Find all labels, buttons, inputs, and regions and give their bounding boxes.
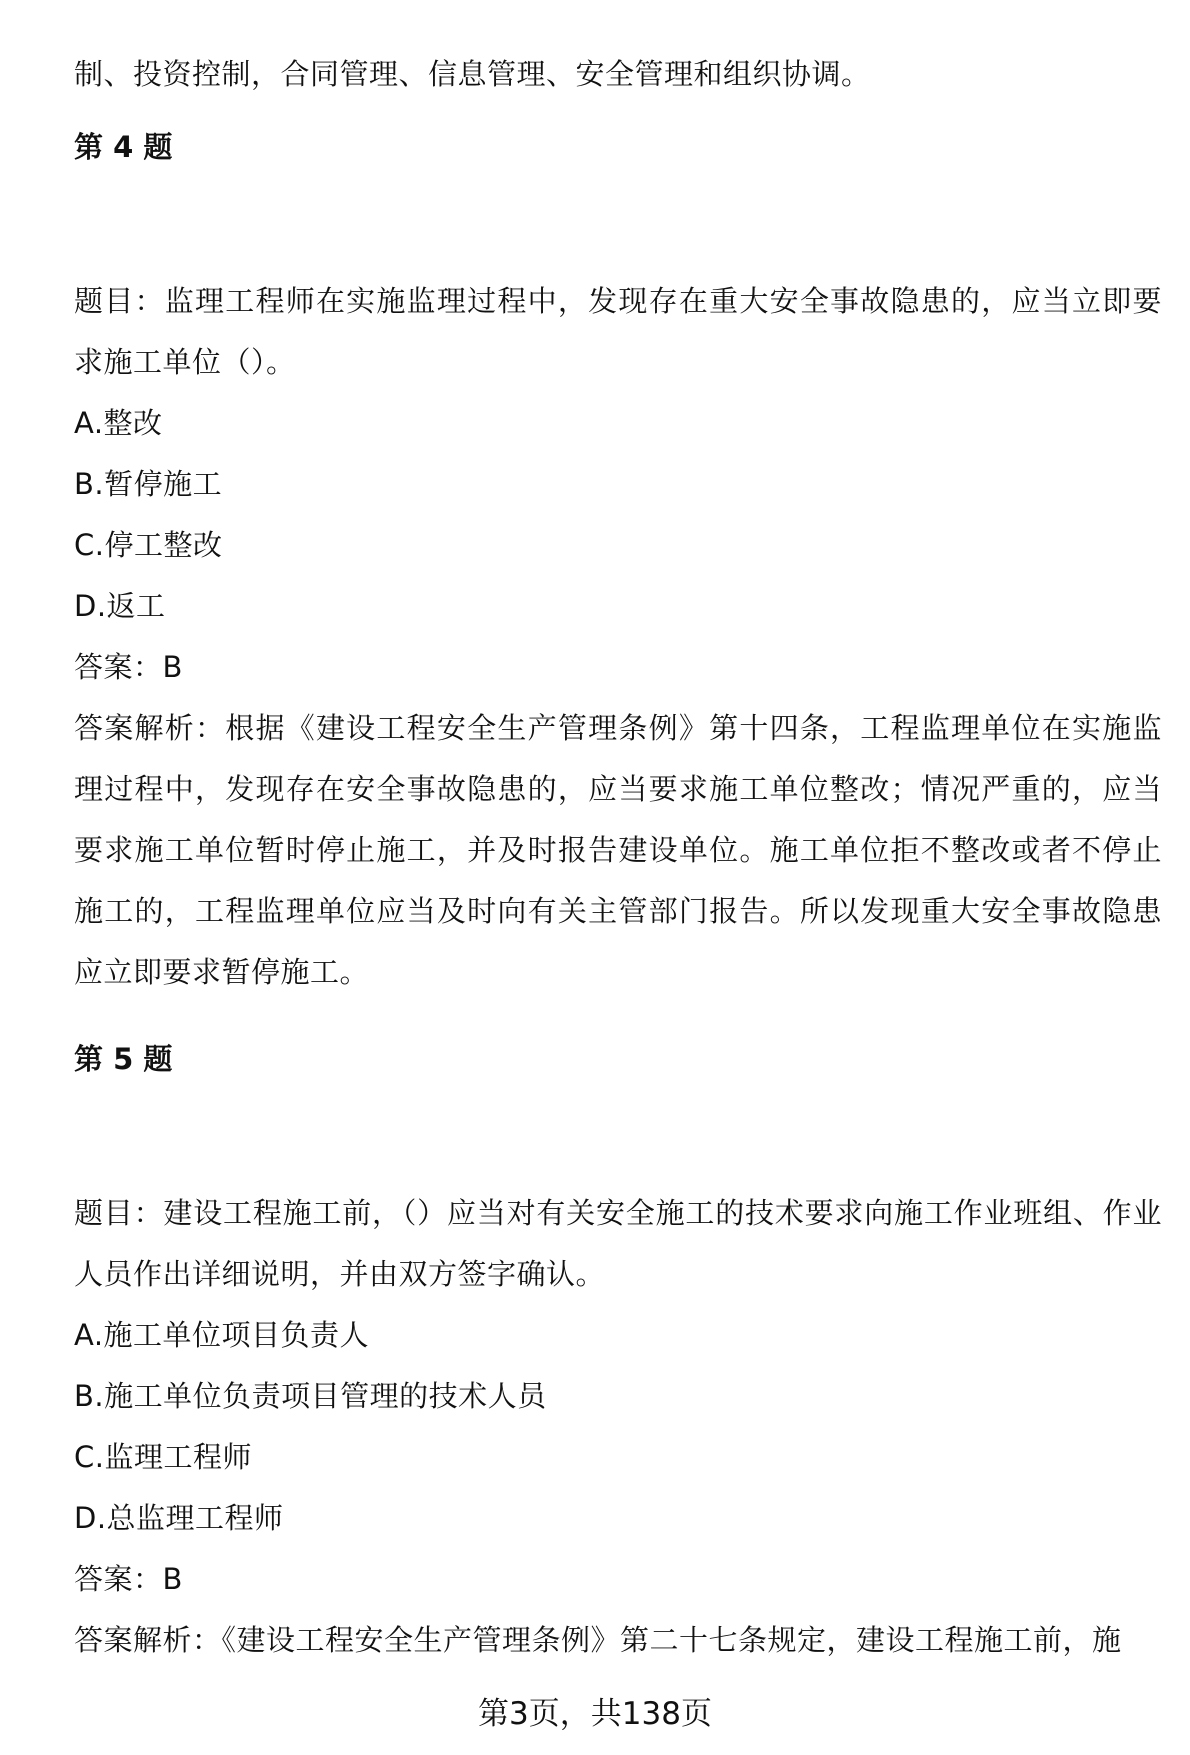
option-b: B.施工单位负责项目管理的技术人员 [74,1379,547,1413]
question-heading: 第 4 题 [74,130,173,164]
option-c: C.停工整改 [74,528,223,562]
question-stem: 题目：建设工程施工前，（）应当对有关安全施工的技术要求向施工作业班组、作业人员作出详细说明，并由双方签字确认。 [74,1196,1162,1291]
intro-text: 制、投资控制，合同管理、信息管理、安全管理和组织协调。 [74,57,871,91]
option-c: C.监理工程师 [74,1440,252,1474]
answer-analysis: 答案解析：《建设工程安全生产管理条例》第二十七条规定，建设工程施工前，施 [74,1623,1122,1657]
answer: 答案：B [74,650,183,684]
answer-analysis: 答案解析：根据《建设工程安全生产管理条例》第十四条，工程监理单位在实施监理过程中，发现存在安全事故隐患的，应当要求施工单位整改；情况严重的，应当要求施工单位暂时停止施工，并及时报告建设单位。施工单位拒不整改或者不停止施工的，工程监理单位应当及时向有关主管部门报告。所以发现重大安全事故隐患应立即要求暂停施工。 [74,711,1162,989]
option-a: A.整改 [74,406,163,440]
question-stem: 题目：监理工程师在实施监理过程中，发现存在重大安全事故隐患的，应当立即要求施工单位（）。 [74,284,1162,379]
question-4 [74,127,1162,1003]
option-a: A.施工单位项目负责人 [74,1318,370,1352]
option-d: D.总监理工程师 [74,1501,284,1535]
question-5 [74,1039,1162,1671]
answer: 答案：B [74,1562,183,1596]
option-b: B.暂停施工 [74,467,223,501]
question-heading: 第 5 题 [74,1042,173,1076]
option-d: D.返工 [74,589,166,623]
page-number-footer: 第3页，共138页 [478,1696,712,1732]
page-content [74,44,1162,1671]
